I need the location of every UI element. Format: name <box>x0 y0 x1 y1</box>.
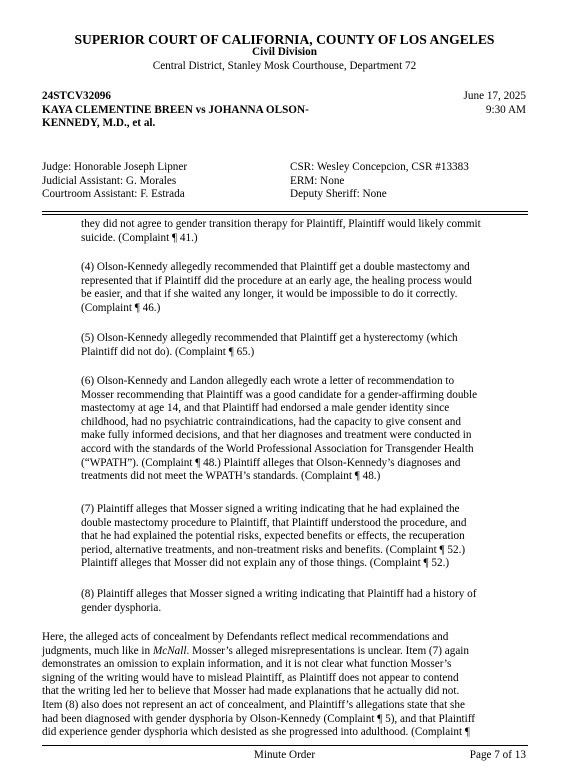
court-staff-right <box>290 161 469 202</box>
footer-divider <box>42 745 528 746</box>
text-line: that the writing led her to believe that Mosser had made explanations that he actually did not. <box>42 685 460 698</box>
courtroom-assistant-line: Courtroom Assistant: F. Estrada <box>42 188 185 201</box>
text-line: did experience gender dysphoria which desisted as she progressed into adulthood. (Complaint ¶ <box>42 726 470 739</box>
text-line: Plaintiff did not do). (Complaint ¶ 65.) <box>81 345 255 358</box>
deputy-line: Deputy Sheriff: None <box>290 188 387 201</box>
case-number: 24STCV32096 <box>42 90 111 102</box>
department-line: Central District, Stanley Mosk Courthouse, Department 72 <box>152 60 417 72</box>
text-line: (6) Olson-Kennedy and Landon allegedly each wrote a letter of recommendation to <box>81 375 455 387</box>
item-5 <box>81 332 526 359</box>
text-line: (4) Olson-Kennedy allegedly recommended that Plaintiff get a double mastectomy and <box>81 261 470 273</box>
page-number: Page 7 of 13 <box>469 749 526 761</box>
text-line: be easier, and that if she waited any longer, it would be impossible to do it correctly. <box>81 288 458 301</box>
text-line: (5) Olson-Kennedy allegedly recommended that Plaintiff get a hysterectomy (which <box>81 332 458 344</box>
text-line: suicide. (Complaint ¶ 41.) <box>81 231 198 244</box>
item-8 <box>81 588 526 615</box>
item-4 <box>81 261 526 315</box>
csr-line: CSR: Wesley Concepcion, CSR #13383 <box>290 161 469 173</box>
header-divider <box>42 214 528 215</box>
text-line: demonstrates an omission to explain information, and it is not clear what function Mosser’s <box>42 658 452 671</box>
text-line: Here, the alleged acts of concealment by Defendants reflect medical recommendations and <box>42 631 449 643</box>
footer-label: Minute Order <box>253 749 316 761</box>
text-line: judgments, much like in McNall. Mosser’s alleged misrepresentations is unclear. Item (7) again <box>42 644 470 657</box>
case-title-line: KAYA CLEMENTINE BREEN vs JOHANNA OLSON- <box>42 103 309 116</box>
item-6 <box>81 375 526 484</box>
text-line: period, alternative treatments, and non-treatment risks and benefits. (Complaint ¶ 52.) <box>81 543 466 556</box>
court-name: SUPERIOR COURT OF CALIFORNIA, COUNTY OF LOS ANGELES <box>74 32 495 47</box>
case-title-line: KENNEDY, M.D., et al. <box>42 117 156 130</box>
text-line: Item (8) also does not represent an act of concealment, and Plaintiff’s allegations state that she <box>42 698 465 711</box>
division-name: Civil Division <box>252 46 317 58</box>
item-7 <box>81 503 526 571</box>
text-line: that he had explained the potential risks, expected benefits or effects, the recuperation <box>81 530 465 543</box>
case-citation: McNall <box>152 644 187 657</box>
text-line: signing of the writing would have to mislead Plaintiff, as Plaintiff does not appear to contend <box>42 671 459 684</box>
court-staff-left <box>42 161 187 202</box>
text-line: childhood, had no psychiatric contraindications, had the capacity to give consent and <box>81 415 461 428</box>
text-line: gender dysphoria. <box>81 601 162 614</box>
text-line: double mastectomy procedure to Plaintiff, that Plaintiff understood the procedure, and <box>81 516 467 529</box>
hearing-time: 9:30 AM <box>485 103 526 116</box>
text-line: accord with the standards of the World Professional Association for Transgender Health <box>81 442 474 455</box>
judicial-assistant-line: Judicial Assistant: G. Morales <box>42 174 177 187</box>
text-line: (7) Plaintiff alleges that Mosser signed a writing indicating that he had explained the <box>81 503 460 515</box>
analysis-paragraph <box>42 631 527 740</box>
text-line: treatments did not meet the WPATH’s standards. (Complaint ¶ 48.) <box>81 470 381 483</box>
header-divider <box>42 211 528 212</box>
erm-line: ERM: None <box>290 174 345 187</box>
text-line: represented that if Plaintiff did the procedure at an early age, the healing process would <box>81 274 472 287</box>
text-line: (Complaint ¶ 46.) <box>81 301 161 314</box>
text-line: Mosser recommending that Plaintiff was a good candidate for a gender-affirming double <box>81 388 478 401</box>
text-line: they did not agree to gender transition therapy for Plaintiff, Plaintiff would likely commit <box>81 218 481 230</box>
text-line: (“WPATH”). (Complaint ¶ 48.) Plaintiff alleges that Olson-Kennedy’s diagnoses and <box>81 456 461 469</box>
text-line: Plaintiff alleges that Mosser did not explain any of those things. (Complaint ¶ 52.) <box>81 557 450 570</box>
text-line: (8) Plaintiff alleges that Mosser signed a writing indicating that Plaintiff had a history of <box>81 588 477 600</box>
hearing-date: June 17, 2025 <box>463 90 526 102</box>
text-line: make fully informed decisions, and that her diagnoses and treatment were conducted in <box>81 429 472 442</box>
judge-line: Judge: Honorable Joseph Lipner <box>42 161 188 173</box>
text-line: mastectomy at age 14, and that Plaintiff had endorsed a male gender identity since <box>81 402 450 415</box>
text-line: had been diagnosed with gender dysphoria by Olson-Kennedy (Complaint ¶ 5), and that Plaintiff <box>42 712 476 725</box>
case-caption <box>42 90 402 131</box>
hearing-datetime <box>464 90 526 117</box>
paragraph-continued <box>81 218 526 245</box>
